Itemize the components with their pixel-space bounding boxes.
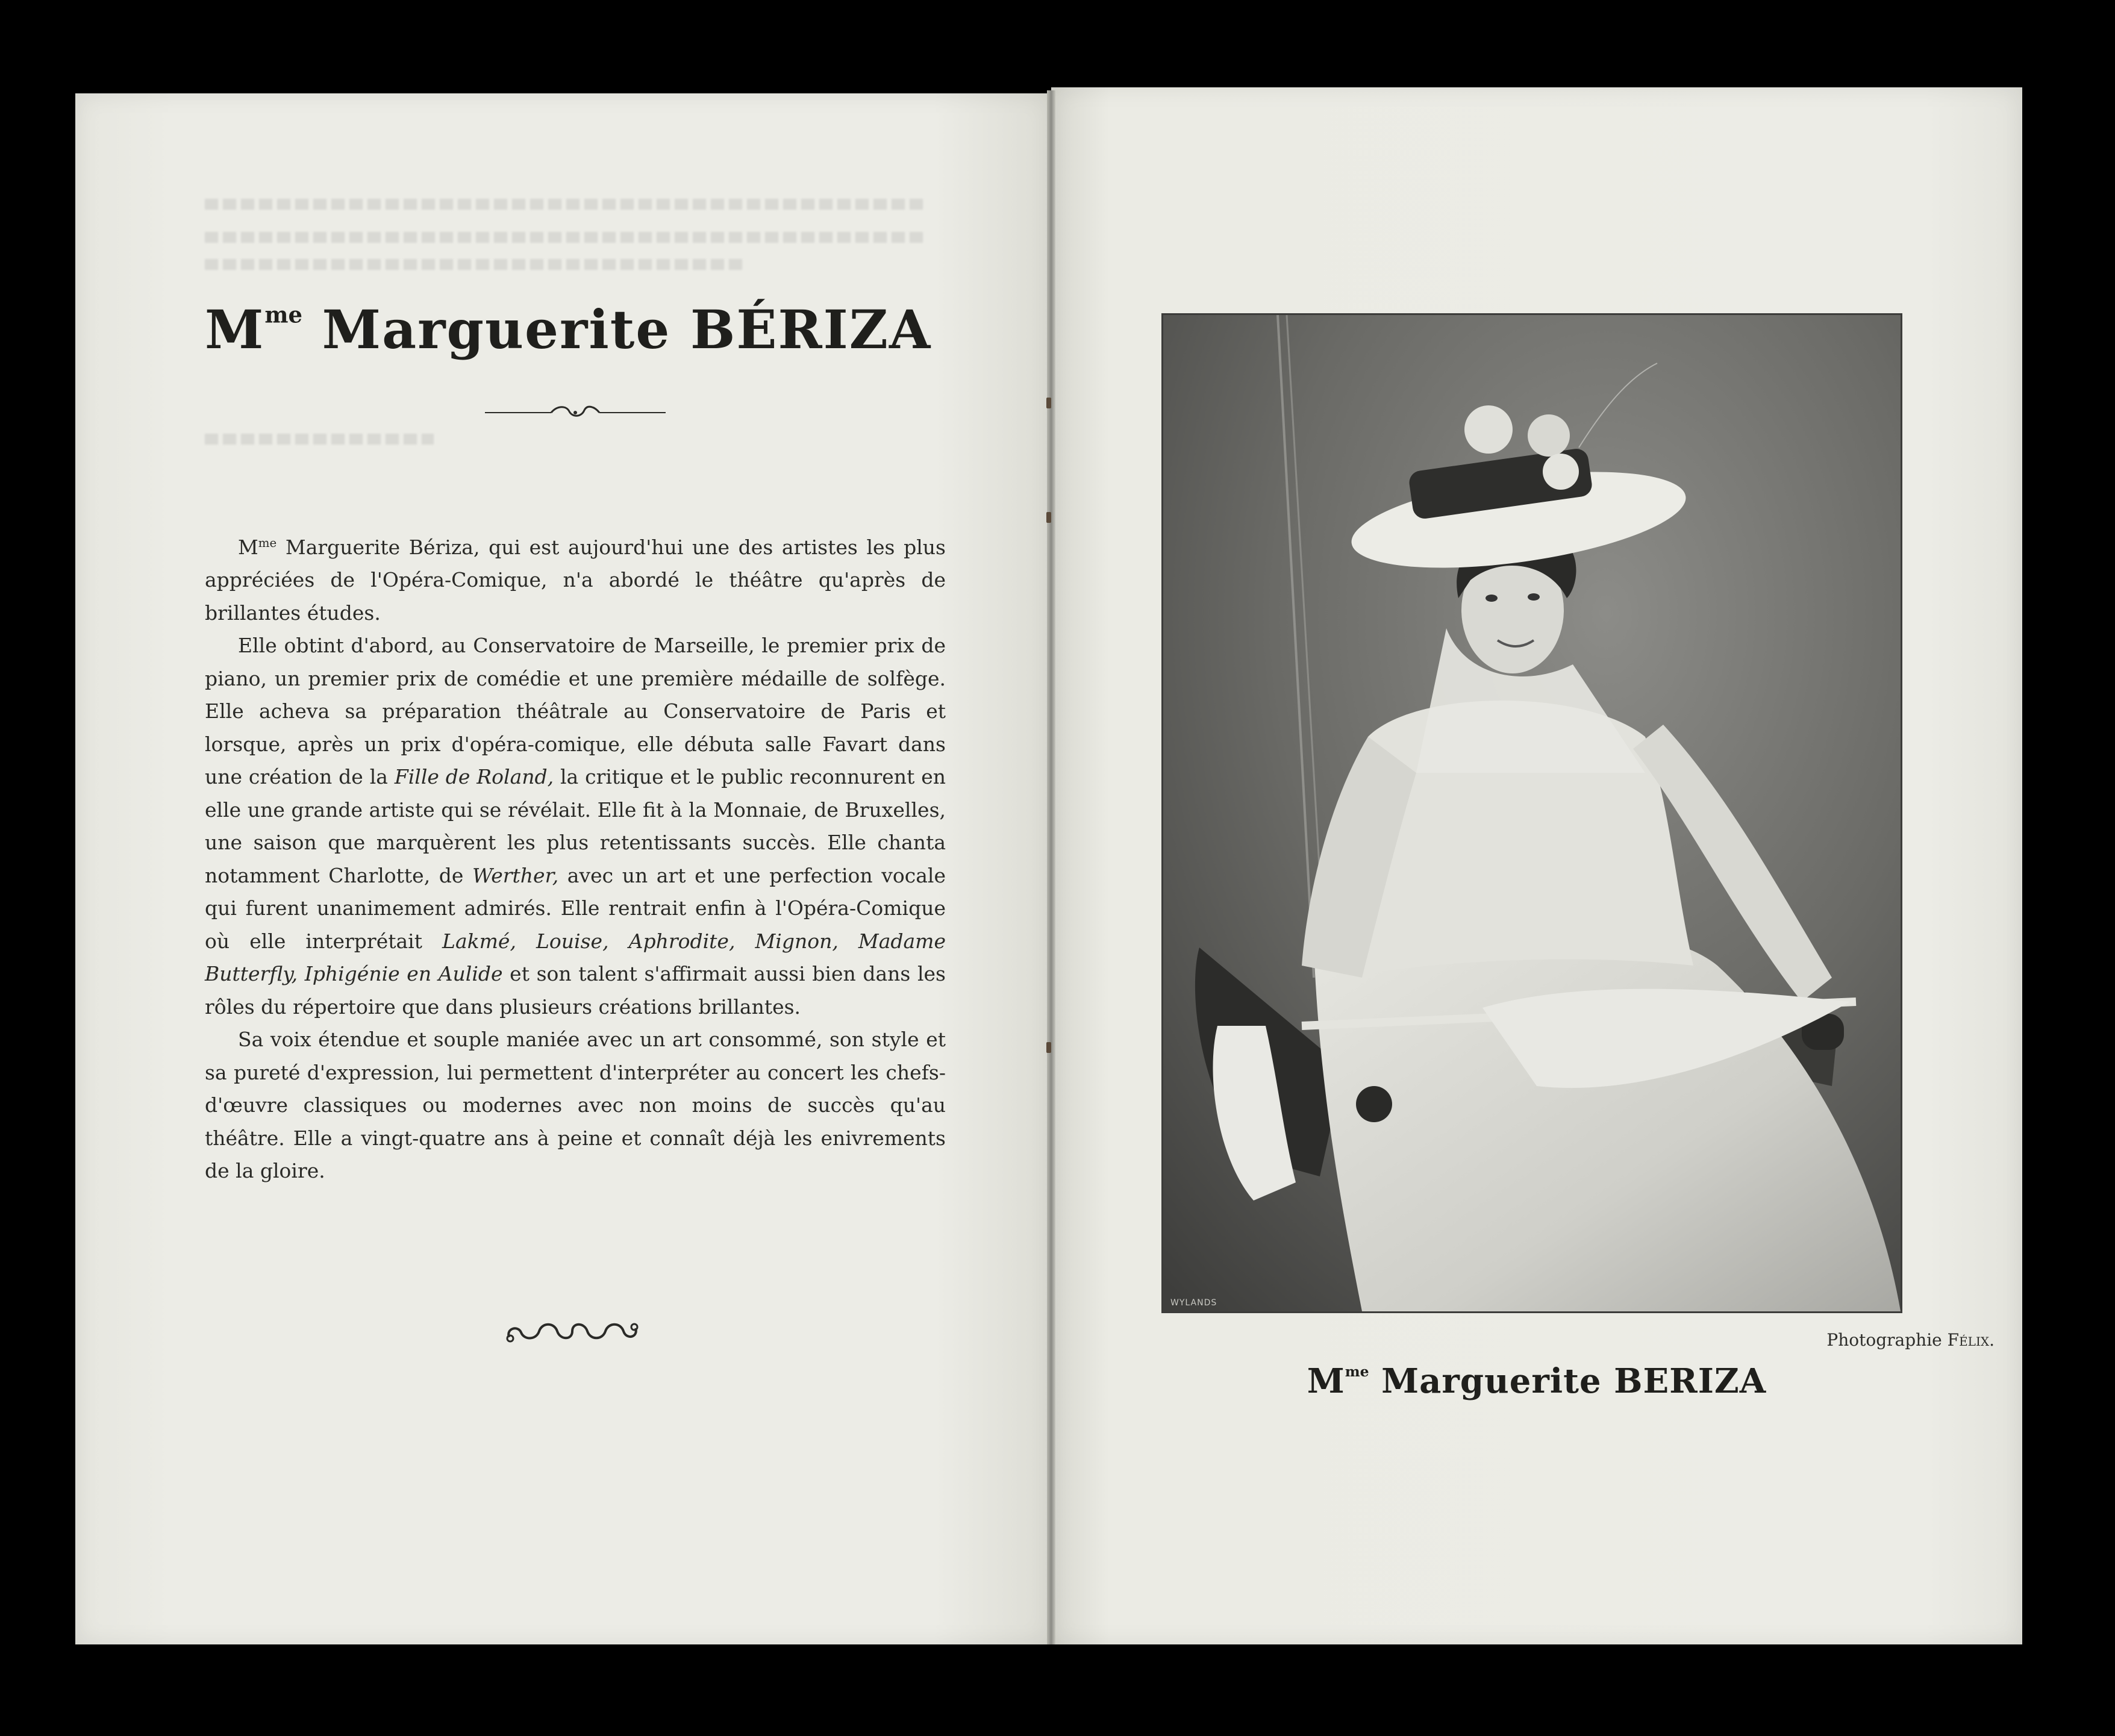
biography-text [205, 527, 946, 1188]
work-title: Lakmé, Louise, Aphrodite, Mignon, Madame Butterfly, Iphigénie en Aulide [205, 929, 946, 986]
biography-text-segment: me [258, 536, 277, 550]
ornament-divider [485, 401, 666, 425]
work-title: Werther, [472, 863, 559, 887]
portrait-image [1163, 315, 1901, 1311]
bleed-through-line [205, 434, 434, 445]
title-prefix: M [205, 298, 265, 361]
biography-text-segment: M [238, 535, 258, 559]
page-title [205, 298, 970, 361]
bleed-through-line [205, 232, 928, 243]
bleed-through-line [205, 259, 747, 270]
caption-name: Marguerite BERIZA [1369, 1361, 1767, 1401]
ornament-tailpiece [503, 1313, 642, 1349]
caption-prefix: M [1307, 1361, 1345, 1401]
binding-staple [1046, 512, 1051, 523]
photo-caption [1051, 1361, 2022, 1401]
photo-credit [1826, 1330, 1995, 1350]
photo-credit-prefix: Photographie [1826, 1330, 1948, 1350]
binding-staple [1046, 1042, 1051, 1053]
biography-text-segment: Elle obtint d'abord, au Conservatoire de Marseille, le premier prix de piano, un premier prix de comédie et une première médaille de solfège. Elle acheva sa préparation théâtrale au Conservatoire de Paris et lorsque, après un prix d'opéra-comique, elle débuta salle Favart dans une création de la [205, 634, 946, 789]
biography-text-segment: avec un art et une perfection vocale qui furent unanimement admirés. Elle rentrait enfin à l'Opéra-Comique où elle interprétait [205, 863, 946, 953]
biography-paragraph [205, 629, 946, 1023]
caption-prefix-superscript: me [1345, 1363, 1369, 1380]
biography-text-segment: la critique et le public reconnurent en elle une grande artiste qui se révélait. Elle fit à la Monnaie, de Bruxelles, une saison que marquèrent les plus retentissants succès. Elle chanta notamment Charlotte, de [205, 765, 946, 887]
book-gutter [1047, 90, 1055, 1644]
portrait-photograph [1161, 313, 1902, 1313]
work-title: Fille de Roland, [394, 765, 554, 789]
biography-text-segment: Sa voix étendue et souple maniée avec un art consommé, son style et sa pureté d'expression, lui permettent d'interpréter au concert les chefs-d'œuvre classiques ou modernes avec non moins de succès qu'au théâtre. Elle a vingt-quatre ans à peine et connaît déjà les enivrements de la gloire. [205, 1028, 946, 1183]
photo-credit-name: Félix. [1947, 1330, 1995, 1350]
biography-paragraph [205, 1023, 946, 1188]
biography-paragraph [205, 527, 946, 629]
title-prefix-superscript: me [264, 301, 303, 328]
binding-staple [1046, 398, 1051, 408]
biography-text-segment: Marguerite Bériza, qui est aujourd'hui une des artistes les plus appréciées de l'Opéra-Comique, n'a abordé le théâtre qu'après de brillantes études. [205, 535, 946, 625]
bleed-through-line [205, 199, 928, 210]
biography-text-segment: et son talent s'affirmait aussi bien dans les rôles du répertoire que dans plusieurs créations brillantes. [205, 962, 946, 1019]
title-name: Marguerite BÉRIZA [302, 298, 932, 361]
photo-signature: WYLANDS [1170, 1298, 1217, 1308]
